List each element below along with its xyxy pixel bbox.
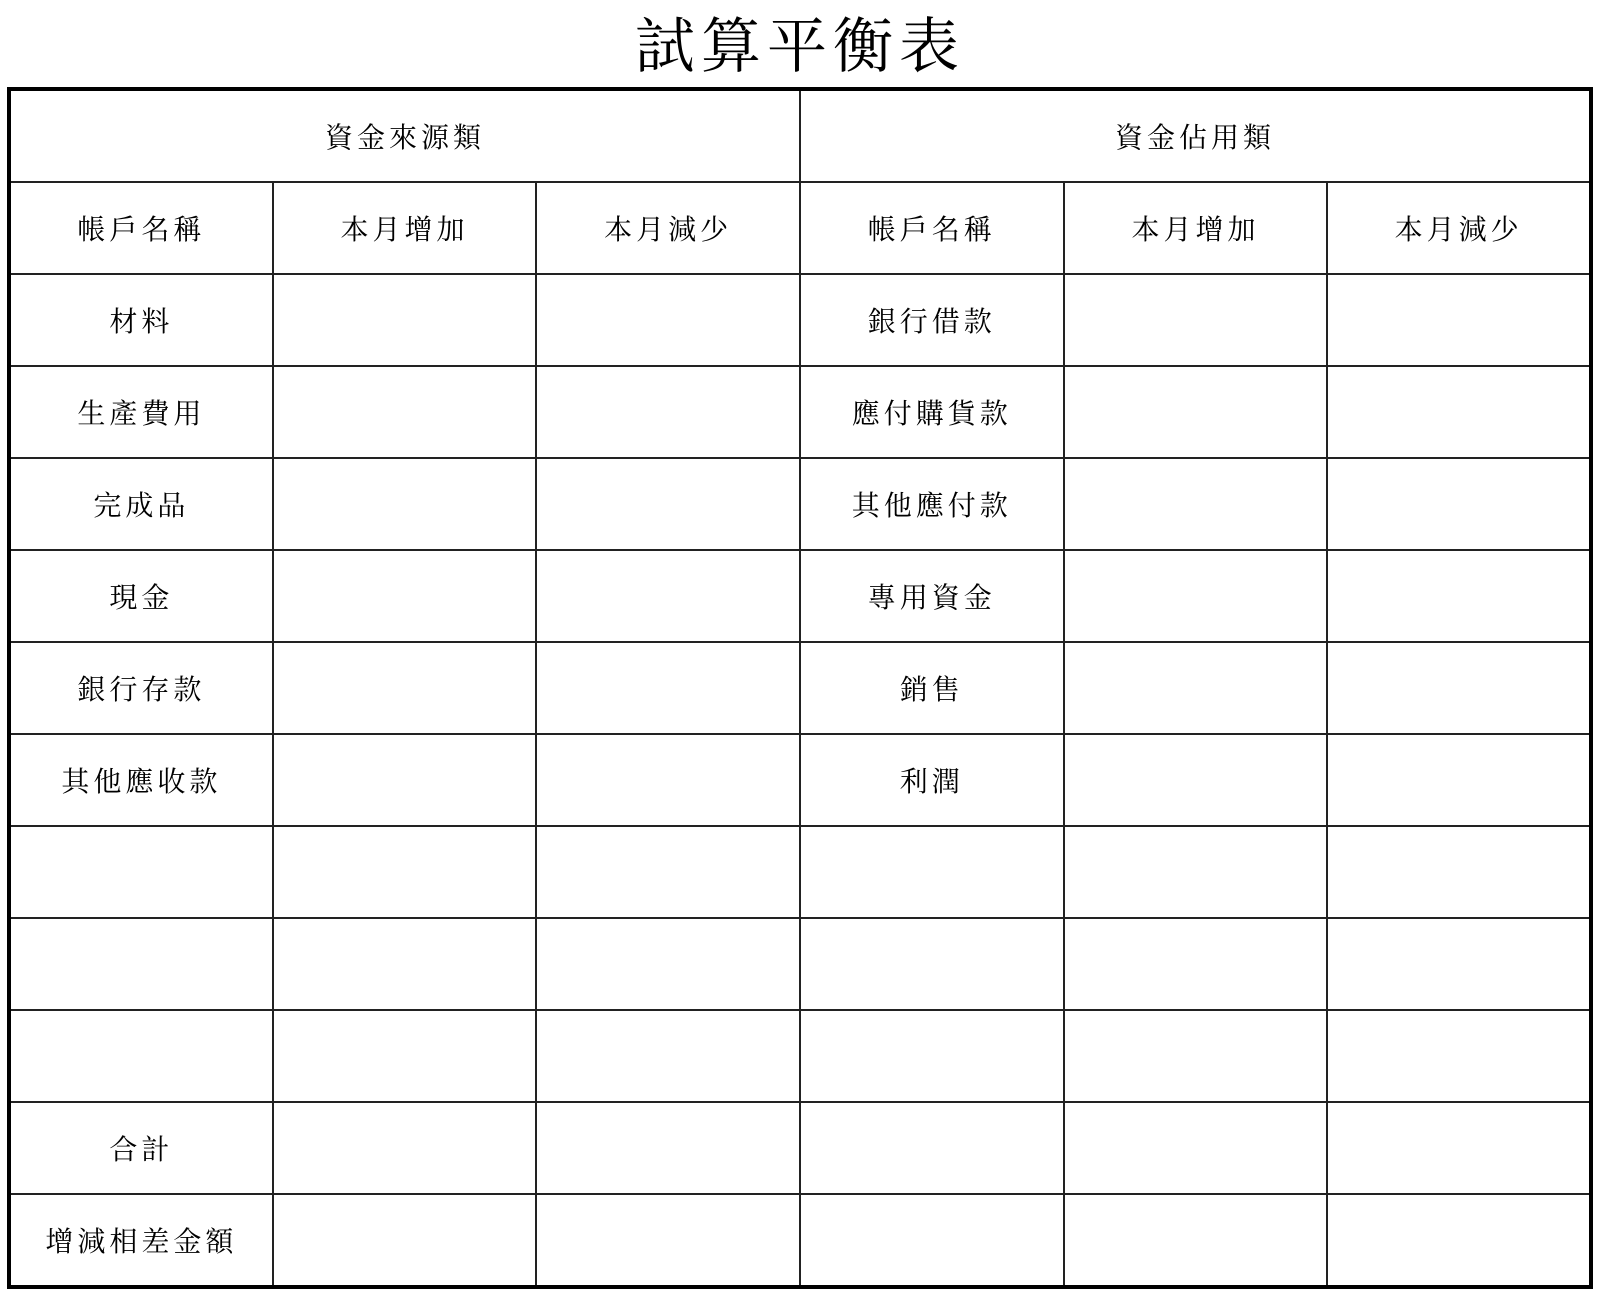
decrease-right-cell[interactable] — [1327, 826, 1591, 918]
increase-left-cell[interactable] — [273, 274, 537, 366]
table-row — [9, 1194, 1591, 1287]
decrease-left-cell[interactable] — [536, 274, 800, 366]
account-name-right-cell — [800, 826, 1064, 918]
increase-right-cell[interactable] — [1064, 734, 1328, 826]
account-name-left-cell: 增減相差金額 — [9, 1194, 273, 1287]
table-row — [9, 918, 1591, 1010]
increase-right-cell[interactable] — [1064, 1010, 1328, 1102]
account-name-left-cell: 合計 — [9, 1102, 273, 1194]
column-header-account-name-right: 帳戶名稱 — [800, 182, 1064, 274]
increase-left-cell[interactable] — [273, 1010, 537, 1102]
table-row — [9, 1010, 1591, 1102]
decrease-left-cell[interactable] — [536, 734, 800, 826]
table-row — [9, 366, 1591, 458]
column-header-row — [9, 182, 1591, 274]
increase-left-cell[interactable] — [273, 826, 537, 918]
account-name-left-cell: 銀行存款 — [9, 642, 273, 734]
decrease-left-cell[interactable] — [536, 1010, 800, 1102]
decrease-right-cell[interactable] — [1327, 734, 1591, 826]
column-header-decrease-right: 本月減少 — [1327, 182, 1591, 274]
decrease-right-cell[interactable] — [1327, 1194, 1591, 1287]
decrease-right-cell[interactable] — [1327, 1010, 1591, 1102]
decrease-left-cell[interactable] — [536, 918, 800, 1010]
page-title: 試算平衡表 — [635, 12, 965, 82]
column-header-decrease-left: 本月減少 — [536, 182, 800, 274]
increase-left-cell[interactable] — [273, 550, 537, 642]
increase-right-cell[interactable] — [1064, 918, 1328, 1010]
group-header-row — [9, 89, 1591, 182]
increase-left-cell[interactable] — [273, 458, 537, 550]
increase-left-cell[interactable] — [273, 1102, 537, 1194]
account-name-right-cell — [800, 1194, 1064, 1287]
increase-right-cell[interactable] — [1064, 826, 1328, 918]
account-name-right-cell: 銀行借款 — [800, 274, 1064, 366]
table-row — [9, 1102, 1591, 1194]
increase-right-cell[interactable] — [1064, 550, 1328, 642]
decrease-left-cell[interactable] — [536, 366, 800, 458]
table-row — [9, 734, 1591, 826]
increase-left-cell[interactable] — [273, 918, 537, 1010]
account-name-right-cell: 利潤 — [800, 734, 1064, 826]
account-name-right-cell — [800, 1102, 1064, 1194]
account-name-left-cell: 完成品 — [9, 458, 273, 550]
decrease-right-cell[interactable] — [1327, 366, 1591, 458]
account-name-left-cell — [9, 1010, 273, 1102]
column-header-increase-left: 本月增加 — [273, 182, 537, 274]
account-name-left-cell: 生產費用 — [9, 366, 273, 458]
table-row — [9, 458, 1591, 550]
account-name-right-cell — [800, 918, 1064, 1010]
table-row — [9, 550, 1591, 642]
table-row — [9, 642, 1591, 734]
increase-right-cell[interactable] — [1064, 1194, 1328, 1287]
table-row — [9, 274, 1591, 366]
decrease-left-cell[interactable] — [536, 550, 800, 642]
increase-right-cell[interactable] — [1064, 274, 1328, 366]
decrease-left-cell[interactable] — [536, 1194, 800, 1287]
group-header-sources: 資金來源類 — [9, 89, 800, 182]
increase-right-cell[interactable] — [1064, 1102, 1328, 1194]
decrease-right-cell[interactable] — [1327, 458, 1591, 550]
account-name-left-cell: 其他應收款 — [9, 734, 273, 826]
group-header-uses: 資金佔用類 — [800, 89, 1591, 182]
decrease-left-cell[interactable] — [536, 1102, 800, 1194]
decrease-right-cell[interactable] — [1327, 1102, 1591, 1194]
increase-left-cell[interactable] — [273, 366, 537, 458]
increase-right-cell[interactable] — [1064, 458, 1328, 550]
decrease-left-cell[interactable] — [536, 642, 800, 734]
increase-right-cell[interactable] — [1064, 366, 1328, 458]
account-name-right-cell — [800, 1010, 1064, 1102]
decrease-right-cell[interactable] — [1327, 642, 1591, 734]
increase-right-cell[interactable] — [1064, 642, 1328, 734]
trial-balance-table — [7, 87, 1593, 1289]
account-name-left-cell: 現金 — [9, 550, 273, 642]
account-name-left-cell: 材料 — [9, 274, 273, 366]
increase-left-cell[interactable] — [273, 1194, 537, 1287]
increase-left-cell[interactable] — [273, 642, 537, 734]
account-name-right-cell: 應付購貨款 — [800, 366, 1064, 458]
decrease-left-cell[interactable] — [536, 826, 800, 918]
account-name-left-cell — [9, 826, 273, 918]
decrease-right-cell[interactable] — [1327, 918, 1591, 1010]
column-header-increase-right: 本月增加 — [1064, 182, 1328, 274]
decrease-right-cell[interactable] — [1327, 274, 1591, 366]
decrease-right-cell[interactable] — [1327, 550, 1591, 642]
increase-left-cell[interactable] — [273, 734, 537, 826]
account-name-right-cell: 專用資金 — [800, 550, 1064, 642]
account-name-right-cell: 其他應付款 — [800, 458, 1064, 550]
column-header-account-name-left: 帳戶名稱 — [9, 182, 273, 274]
account-name-left-cell — [9, 918, 273, 1010]
decrease-left-cell[interactable] — [536, 458, 800, 550]
account-name-right-cell: 銷售 — [800, 642, 1064, 734]
table-row — [9, 826, 1591, 918]
